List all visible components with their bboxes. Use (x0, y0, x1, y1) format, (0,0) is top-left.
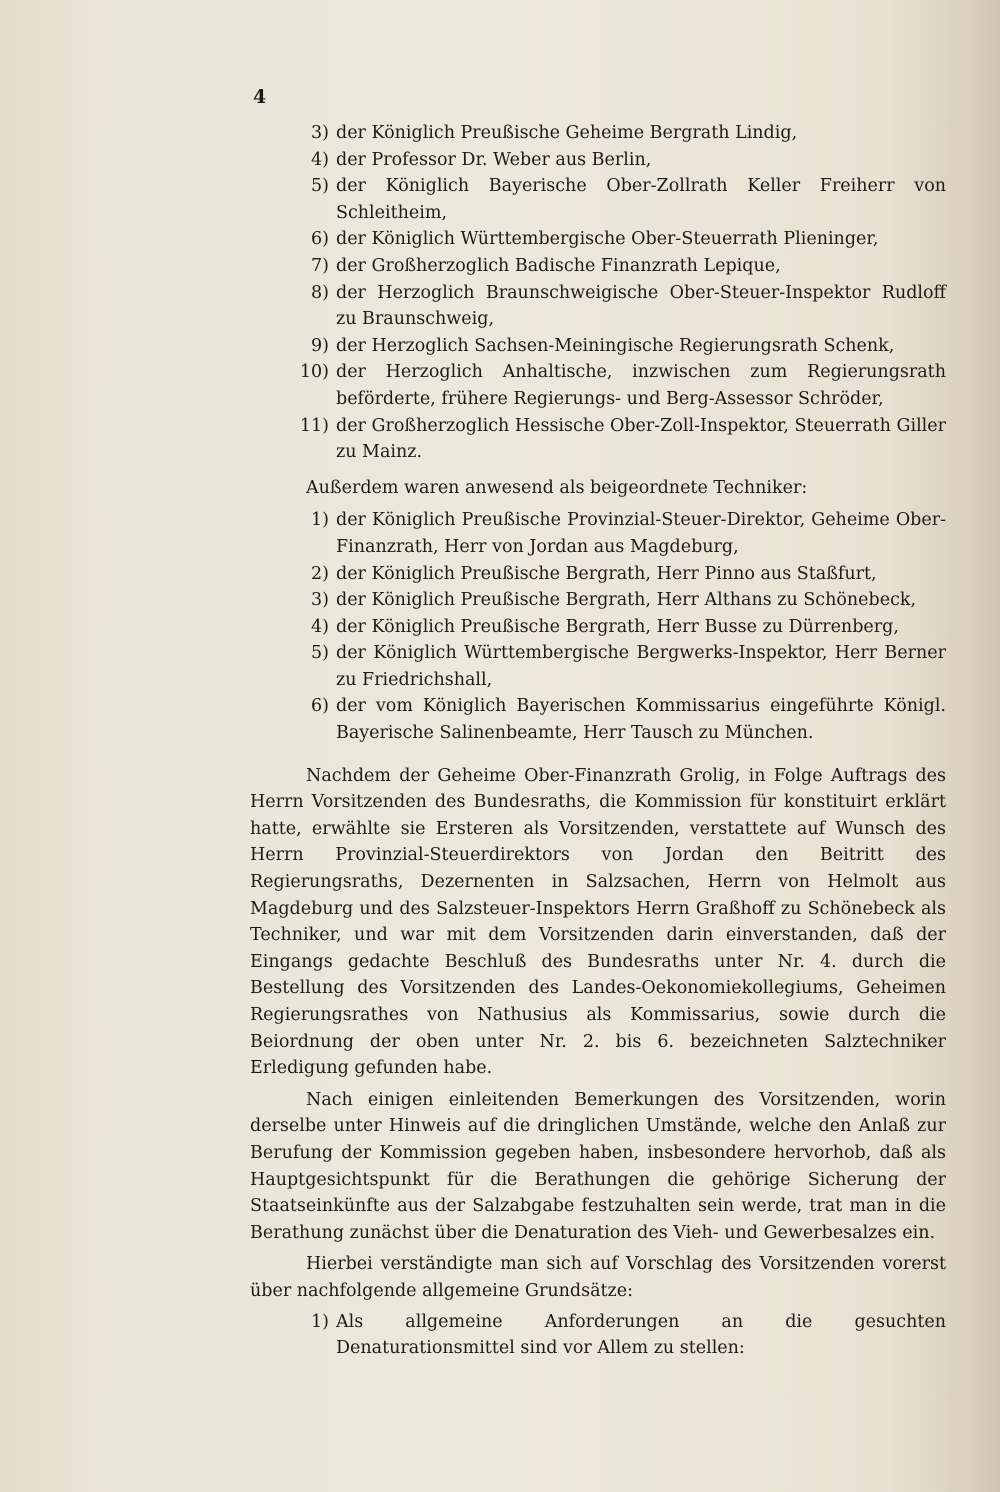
item-number: 5) (311, 643, 329, 664)
list-item (250, 253, 946, 280)
item-text: der Königlich Württembergische Bergwerks-Inspektor, Herr Berner zu Friedrichshall, (336, 643, 946, 690)
list-item (250, 413, 946, 466)
item-text: der Herzoglich Anhaltische, inzwischen zum Regierungsrath beförderte, frühere Regierungs- und Berg-Assessor Schröder, (336, 362, 946, 409)
item-number: 4) (311, 149, 329, 170)
item-text: der Königlich Bayerische Ober-Zollrath Keller Freiherr von Schleitheim, (336, 176, 946, 223)
list-item (250, 226, 946, 253)
item-text: der Großherzoglich Hessische Ober-Zoll-Inspektor, Steuerrath Giller zu Mainz. (336, 415, 946, 463)
item-text: der Großherzoglich Badische Finanzrath Lepique, (336, 255, 781, 276)
list-item (250, 120, 946, 147)
list-item (250, 173, 946, 226)
technicians-intro: Außerdem waren anwesend als beigeordnete Techniker: (306, 477, 808, 498)
item-number: 1) (311, 510, 329, 531)
list-item (250, 147, 946, 174)
list-item (250, 587, 946, 614)
item-number: 7) (311, 255, 329, 276)
item-number: 9) (311, 335, 329, 356)
item-text: der Königlich Preußische Provinzial-Steuer-Direktor, Geheime Ober-Finanzrath, Herr von Jordan aus Magdeburg, (336, 510, 946, 557)
item-number: 5) (311, 176, 329, 197)
item-text: Als allgemeine Anforderungen an die gesuchten Denaturationsmittel sind vor Allem zu stellen: (336, 1311, 946, 1359)
list-item (250, 561, 946, 588)
item-text: der Königlich Preußische Bergrath, Herr Pinno aus Staßfurt, (336, 563, 877, 584)
list-item (250, 359, 946, 412)
list-item (250, 333, 946, 360)
item-number: 8) (311, 282, 329, 303)
item-text: der Professor Dr. Weber aus Berlin, (336, 149, 652, 170)
list-item (250, 640, 946, 693)
list-item (250, 614, 946, 641)
item-text: der Herzoglich Sachsen-Meiningische Regierungsrath Schenk, (336, 335, 895, 356)
item-text: der Königlich Württembergische Ober-Steuerrath Plieninger, (336, 229, 879, 250)
item-text: der Königlich Preußische Bergrath, Herr Busse zu Dürrenberg, (336, 616, 899, 637)
body-paragraph: Nachdem der Geheime Ober-Finanzrath Grolig, in Folge Auftrags des Herrn Vorsitzenden des Bundesraths, die Kommission für konstituirt erklärt hatte, erwählte sie Ersteren als Vorsitzenden, verstattete auf Wunsch des Herrn Provinzial-Steuerdirektors von Jordan den Beitritt des Regierungsraths, Dezernenten in Salzsachen, Herrn von Helmolt aus Magdeburg und des Salzsteuer-Inspektors Herrn Graßhoff zu Schönebeck als Techniker, und war mit dem Vorsitzenden darin einverstanden, daß der Eingangs gedachte Beschluß des Bundesraths unter Nr. 4. durch die Bestellung des Vorsitzenden des Landes-Oekonomiekollegiums, Geheimen Regierungsrathes von Nathusius als Kommissarius, sowie durch die Beiordnung der oben unter Nr. 2. bis 6. bezeichneten Salztechniker Erledigung gefunden habe. (250, 765, 946, 1079)
body-paragraph: Hierbei verständigte man sich auf Vorschlag des Vorsitzenden vorerst über nachfolgende allgemeine Grundsätze: (250, 1254, 946, 1301)
item-number: 2) (311, 563, 329, 584)
list-item (250, 507, 946, 560)
item-number: 3) (311, 123, 329, 143)
item-number: 4) (311, 616, 329, 637)
item-number: 10) (299, 362, 329, 383)
list-item (250, 280, 946, 333)
page-content (250, 120, 946, 1362)
list-item (250, 693, 946, 746)
item-number: 1) (311, 1311, 329, 1332)
commission-members-list (250, 120, 946, 466)
item-text: der Königlich Preußische Geheime Bergrath Lindig, (336, 123, 798, 143)
body-paragraph: Nach einigen einleitenden Bemerkungen des Vorsitzenden, worin derselbe unter Hinweis auf die dringlichen Umstände, welche den Anlaß zur Berufung der Kommission gegeben haben, insbesondere hervorhob, daß als Hauptgesichtspunkt für die Berathungen die gehörige Sicherung der Staatseinkünfte aus der Salzabgabe festzuhalten sein werde, trat man in die Berathung zunächst über die Denaturation des Vieh- und Gewerbesalzes ein. (250, 1089, 946, 1243)
technicians-list (250, 507, 946, 746)
item-text: der Königlich Preußische Bergrath, Herr Althans zu Schönebeck, (336, 590, 917, 611)
item-number: 11) (299, 415, 329, 436)
item-number: 6) (311, 696, 329, 717)
list-item (250, 1309, 946, 1362)
item-number: 3) (311, 590, 329, 611)
item-number: 6) (311, 229, 329, 250)
item-text: der vom Königlich Bayerischen Kommissarius eingeführte Königl. Bayerische Salinenbeamte, Herr Tausch zu München. (336, 696, 946, 744)
item-text: der Herzoglich Braunschweigische Ober-Steuer-Inspektor Rudloff zu Braunschweig, (336, 282, 946, 330)
page-number: 4 (253, 86, 267, 108)
principles-list (250, 1309, 946, 1362)
